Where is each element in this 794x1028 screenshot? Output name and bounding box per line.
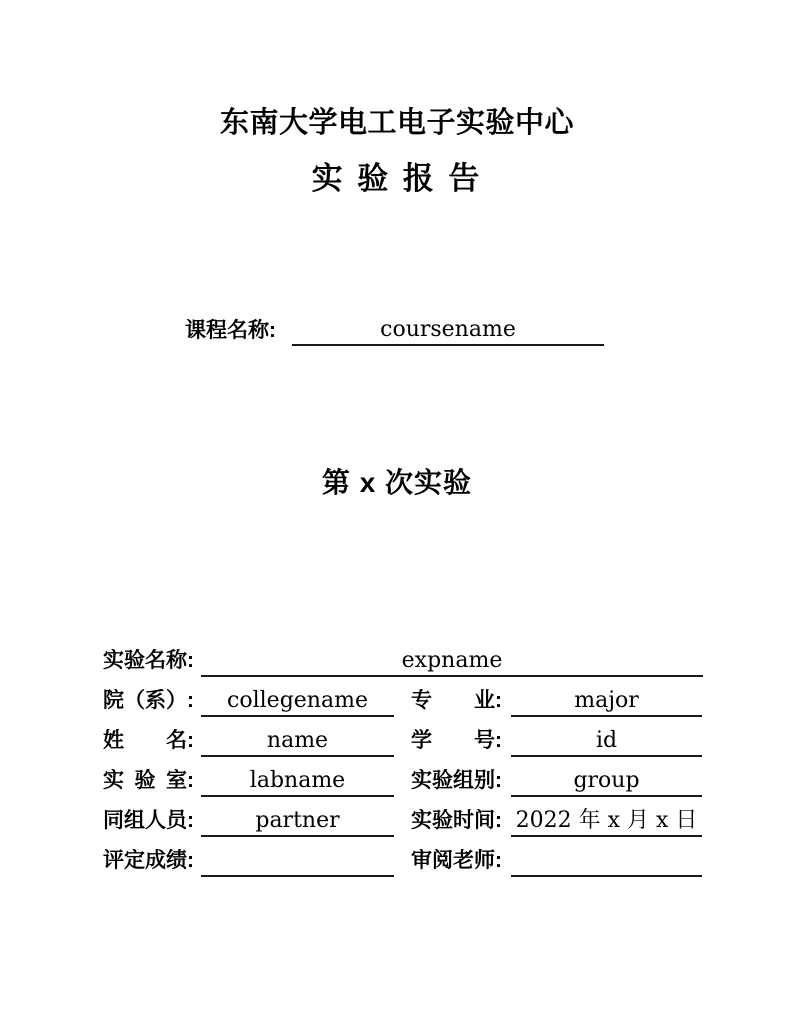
label-colon: :: [495, 689, 502, 712]
college-label: 院（系）: [103, 689, 187, 712]
label-colon: :: [187, 809, 194, 832]
lab-label: 实验室: [103, 769, 187, 792]
partner-value: partner: [201, 808, 394, 837]
group-value: group: [511, 768, 702, 797]
label-colon: :: [187, 689, 194, 712]
course-name-label: 课程名称: [185, 319, 269, 342]
label-colon: :: [495, 729, 502, 752]
student-name-value: name: [201, 728, 394, 757]
label-colon: :: [187, 849, 194, 872]
student-name-label: 姓名: [103, 729, 187, 752]
lab-value: labname: [201, 768, 394, 797]
experiment-date-value: 2022 年 x 月 x 日: [511, 808, 702, 837]
experiment-name-value: expname: [201, 648, 703, 677]
label-colon: :: [495, 849, 502, 872]
partner-label: 同组人员: [103, 809, 187, 832]
score-label: 评定成绩: [103, 849, 187, 872]
label-colon: :: [187, 729, 194, 752]
label-colon: :: [187, 769, 194, 792]
form-row-lab-group: [103, 757, 703, 797]
review-teacher-label: 审阅老师: [411, 849, 495, 872]
form-row-college-major: [103, 677, 703, 717]
course-name-value: coursename: [292, 317, 604, 346]
label-colon: :: [495, 769, 502, 792]
institution-title: 东南大学电工电子实验中心: [219, 107, 574, 139]
score-value: [201, 874, 394, 877]
label-colon: :: [187, 649, 194, 672]
course-name-colon: :: [269, 319, 276, 342]
major-value: major: [511, 688, 702, 717]
experiment-number-heading: 第 x 次实验: [321, 467, 473, 498]
course-name-row: [185, 315, 604, 346]
form-row-partner-date: [103, 797, 703, 837]
form-row-name-id: [103, 717, 703, 757]
student-id-label: 学号: [411, 729, 495, 752]
student-id-value: id: [511, 728, 702, 757]
form-row-experiment-name: [103, 637, 703, 677]
major-label: 专业: [411, 689, 495, 712]
college-value: collegename: [201, 688, 394, 717]
report-title: 实 验 报 告: [311, 161, 483, 196]
experiment-date-label: 实验时间: [411, 809, 495, 832]
info-form: [103, 637, 703, 877]
review-teacher-value: [511, 874, 702, 877]
group-label: 实验组别: [411, 769, 495, 792]
label-colon: :: [495, 809, 502, 832]
form-row-score-teacher: [103, 837, 703, 877]
experiment-name-label: 实验名称: [103, 649, 187, 672]
